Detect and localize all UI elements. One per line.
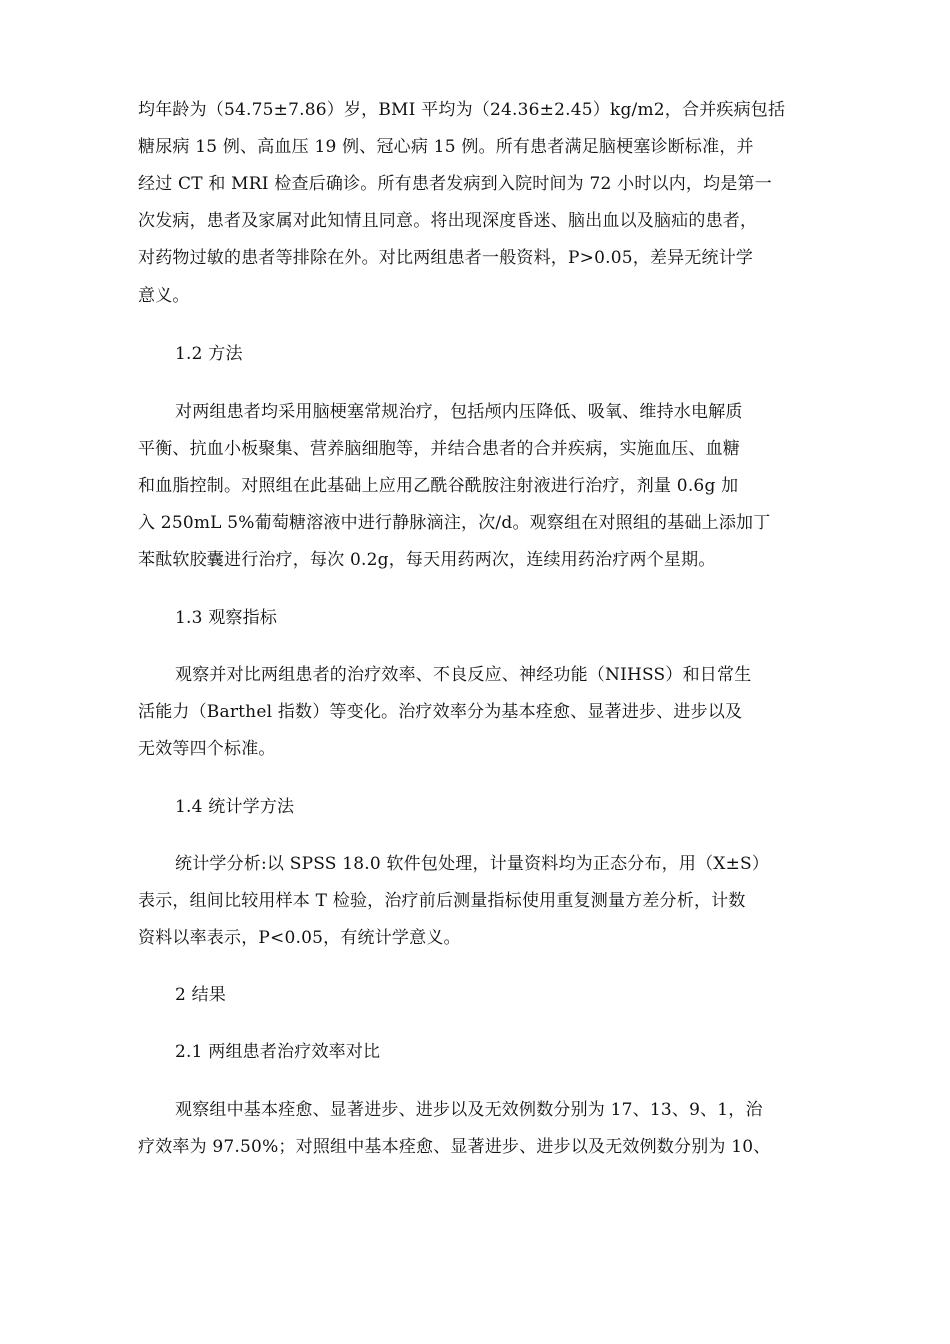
text-line: 疗效率为 97.50%；对照组中基本痊愈、显著进步、进步以及无效例数分别为 10、 <box>138 1137 771 1157</box>
text-line: 入 250mL 5%葡萄糖溶液中进行静脉滴注，次/d。观察组在对照组的基础上添加丁 <box>138 513 771 533</box>
text-line: 糖尿病 15 例、高血压 19 例、冠心病 15 例。所有患者满足脑梗塞诊断标准，并 <box>138 137 754 157</box>
section-heading-statistics: 1.4 统计学方法 <box>175 797 295 817</box>
text-line: 观察组中基本痊愈、显著进步、进步以及无效例数分别为 17、13、9、1，治 <box>175 1100 763 1120</box>
text-line: 平衡、抗血小板聚集、营养脑细胞等，并结合患者的合并疾病，实施血压、血糖 <box>138 439 740 459</box>
text-line: 次发病，患者及家属对此知情且同意。将出现深度昏迷、脑出血以及脑疝的患者， <box>138 211 758 231</box>
text-line: 活能力（Barthel 指数）等变化。治疗效率分为基本痊愈、显著进步、进步以及 <box>138 702 743 722</box>
text-line: 资料以率表示，P<0.05，有统计学意义。 <box>138 928 461 948</box>
section-heading-efficacy: 2.1 两组患者治疗效率对比 <box>175 1042 381 1062</box>
text-line: 对两组患者均采用脑梗塞常规治疗，包括颅内压降低、吸氧、维持水电解质 <box>175 402 743 422</box>
text-line: 表示，组间比较用样本 T 检验，治疗前后测量指标使用重复测量方差分析，计数 <box>138 891 746 911</box>
text-line: 对药物过敏的患者等排除在外。对比两组患者一般资料，P>0.05，差异无统计学 <box>138 248 754 268</box>
text-line: 苯酞软胶囊进行治疗，每次 0.2g，每天用药两次，连续用药治疗两个星期。 <box>138 550 716 570</box>
text-line: 均年龄为（54.75±7.86）岁，BMI 平均为（24.36±2.45）kg/m2，合并疾病包括 <box>138 100 786 120</box>
section-heading-results: 2 结果 <box>175 985 227 1005</box>
text-line: 无效等四个标准。 <box>138 739 276 759</box>
section-heading-indicators: 1.3 观察指标 <box>175 608 278 628</box>
text-line: 观察并对比两组患者的治疗效率、不良反应、神经功能（NIHSS）和日常生 <box>175 665 752 685</box>
text-line: 经过 CT 和 MRI 检查后确诊。所有患者发病到入院时间为 72 小时以内，均是第一 <box>138 174 772 194</box>
text-line: 意义。 <box>138 286 190 306</box>
text-line: 和血脂控制。对照组在此基础上应用乙酰谷酰胺注射液进行治疗，剂量 0.6g 加 <box>138 476 739 496</box>
section-heading-methods: 1.2 方法 <box>175 344 243 364</box>
text-line: 统计学分析:以 SPSS 18.0 软件包处理，计量资料均为正态分布，用（X±S） <box>175 854 770 874</box>
